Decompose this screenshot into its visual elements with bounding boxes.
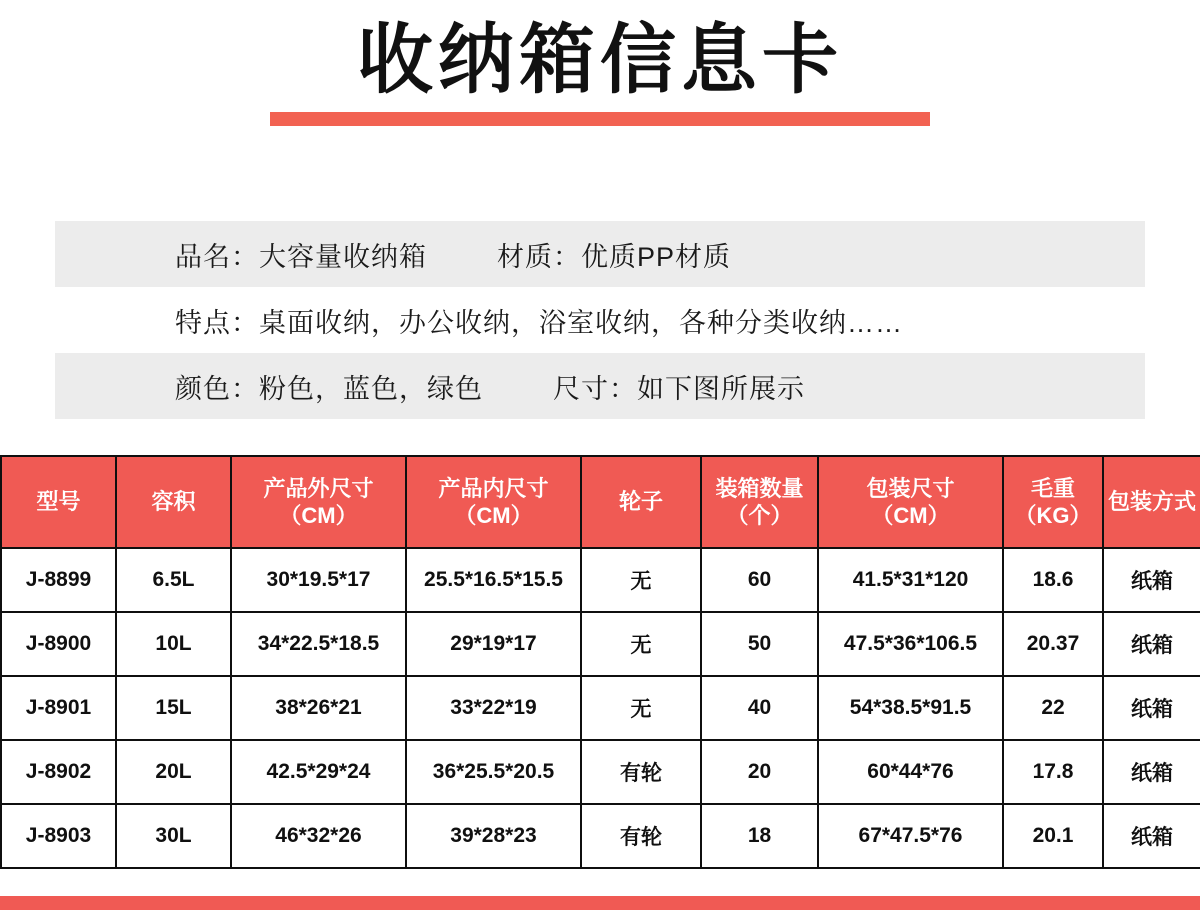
cell-packing-method: 纸箱 xyxy=(1103,804,1200,868)
cell-package-size: 41.5*31*120 xyxy=(818,548,1003,612)
cell-package-size: 60*44*76 xyxy=(818,740,1003,804)
cell-capacity: 20L xyxy=(116,740,231,804)
info-value-text: 如下图所展示 xyxy=(637,373,805,404)
cell-pack-quantity: 20 xyxy=(701,740,818,804)
column-header-sub: （CM） xyxy=(454,503,533,529)
table-row xyxy=(1,548,1200,612)
cell-model: J-8900 xyxy=(1,612,116,676)
column-header-outer-size xyxy=(231,456,406,548)
cell-pack-quantity: 50 xyxy=(701,612,818,676)
info-label-material xyxy=(427,235,731,274)
cell-package-size: 47.5*36*106.5 xyxy=(818,612,1003,676)
cell-model: J-8899 xyxy=(1,548,116,612)
column-header-gross-weight xyxy=(1003,456,1103,548)
info-label-product-name xyxy=(55,235,427,274)
cell-model: J-8902 xyxy=(1,740,116,804)
table-row xyxy=(1,676,1200,740)
cell-gross-weight: 20.1 xyxy=(1003,804,1103,868)
info-block xyxy=(55,221,1145,419)
info-value-text: 桌面收纳，办公收纳，浴室收纳，各种分类收纳…… xyxy=(259,307,903,338)
info-row xyxy=(55,287,1145,353)
info-label-text: 特点： xyxy=(175,307,259,338)
cell-wheels: 有轮 xyxy=(581,804,701,868)
column-header-package-size xyxy=(818,456,1003,548)
cell-capacity: 15L xyxy=(116,676,231,740)
cell-outer-size: 38*26*21 xyxy=(231,676,406,740)
column-header-inner-size xyxy=(406,456,581,548)
column-header-sub: （CM） xyxy=(279,503,358,529)
column-header-main: 容积 xyxy=(151,489,196,515)
column-header-sub: （KG） xyxy=(1014,503,1092,529)
cell-gross-weight: 20.37 xyxy=(1003,612,1103,676)
cell-wheels: 无 xyxy=(581,612,701,676)
cell-gross-weight: 17.8 xyxy=(1003,740,1103,804)
info-label-size xyxy=(483,367,805,406)
cell-wheels: 无 xyxy=(581,676,701,740)
column-header-wheels xyxy=(581,456,701,548)
spec-table-wrapper xyxy=(0,455,1200,869)
cell-inner-size: 29*19*17 xyxy=(406,612,581,676)
info-label-text: 品名： xyxy=(175,241,259,272)
column-header-main: 装箱数量 xyxy=(715,475,804,501)
cell-model: J-8903 xyxy=(1,804,116,868)
cell-packing-method: 纸箱 xyxy=(1103,740,1200,804)
cell-inner-size: 25.5*16.5*15.5 xyxy=(406,548,581,612)
cell-capacity: 6.5L xyxy=(116,548,231,612)
info-label-text: 颜色： xyxy=(175,373,259,404)
info-row xyxy=(55,221,1145,287)
column-header-model xyxy=(1,456,116,548)
column-header-capacity xyxy=(116,456,231,548)
column-header-main: 产品外尺寸 xyxy=(263,475,374,501)
table-row xyxy=(1,740,1200,804)
column-header-main: 产品内尺寸 xyxy=(438,475,549,501)
cell-inner-size: 39*28*23 xyxy=(406,804,581,868)
info-label-text: 尺寸： xyxy=(553,373,637,404)
cell-outer-size: 46*32*26 xyxy=(231,804,406,868)
column-header-pack-quantity xyxy=(701,456,818,548)
column-header-main: 型号 xyxy=(36,489,81,515)
info-value-text: 优质PP材质 xyxy=(581,241,732,272)
column-header-packing-method xyxy=(1103,456,1200,548)
cell-outer-size: 30*19.5*17 xyxy=(231,548,406,612)
cell-pack-quantity: 40 xyxy=(701,676,818,740)
cell-wheels: 无 xyxy=(581,548,701,612)
cell-gross-weight: 22 xyxy=(1003,676,1103,740)
page-title: 收纳箱信息卡 xyxy=(357,18,843,103)
cell-inner-size: 33*22*19 xyxy=(406,676,581,740)
cell-outer-size: 42.5*29*24 xyxy=(231,740,406,804)
table-header-row xyxy=(1,456,1200,548)
cell-pack-quantity: 18 xyxy=(701,804,818,868)
info-row xyxy=(55,353,1145,419)
column-header-main: 包装尺寸 xyxy=(866,475,955,501)
info-label-color xyxy=(55,367,483,406)
info-value-text: 粉色，蓝色，绿色 xyxy=(259,373,483,404)
bottom-accent-bar xyxy=(0,896,1200,910)
info-value-text: 大容量收纳箱 xyxy=(259,241,427,272)
cell-package-size: 54*38.5*91.5 xyxy=(818,676,1003,740)
spec-table xyxy=(0,455,1200,869)
title-underline xyxy=(270,112,930,126)
table-row xyxy=(1,612,1200,676)
column-header-main: 包装方式 xyxy=(1107,489,1196,515)
cell-capacity: 10L xyxy=(116,612,231,676)
cell-outer-size: 34*22.5*18.5 xyxy=(231,612,406,676)
info-label-features xyxy=(55,301,903,340)
cell-packing-method: 纸箱 xyxy=(1103,612,1200,676)
column-header-sub: （CM） xyxy=(871,503,950,529)
table-row xyxy=(1,804,1200,868)
cell-capacity: 30L xyxy=(116,804,231,868)
info-label-text: 材质： xyxy=(497,241,581,272)
cell-packing-method: 纸箱 xyxy=(1103,548,1200,612)
cell-packing-method: 纸箱 xyxy=(1103,676,1200,740)
column-header-main: 轮子 xyxy=(618,489,663,515)
cell-wheels: 有轮 xyxy=(581,740,701,804)
column-header-main: 毛重 xyxy=(1030,475,1075,501)
column-header-sub: （个） xyxy=(726,503,793,529)
cell-gross-weight: 18.6 xyxy=(1003,548,1103,612)
title-section xyxy=(0,0,1200,103)
cell-inner-size: 36*25.5*20.5 xyxy=(406,740,581,804)
cell-package-size: 67*47.5*76 xyxy=(818,804,1003,868)
cell-pack-quantity: 60 xyxy=(701,548,818,612)
cell-model: J-8901 xyxy=(1,676,116,740)
